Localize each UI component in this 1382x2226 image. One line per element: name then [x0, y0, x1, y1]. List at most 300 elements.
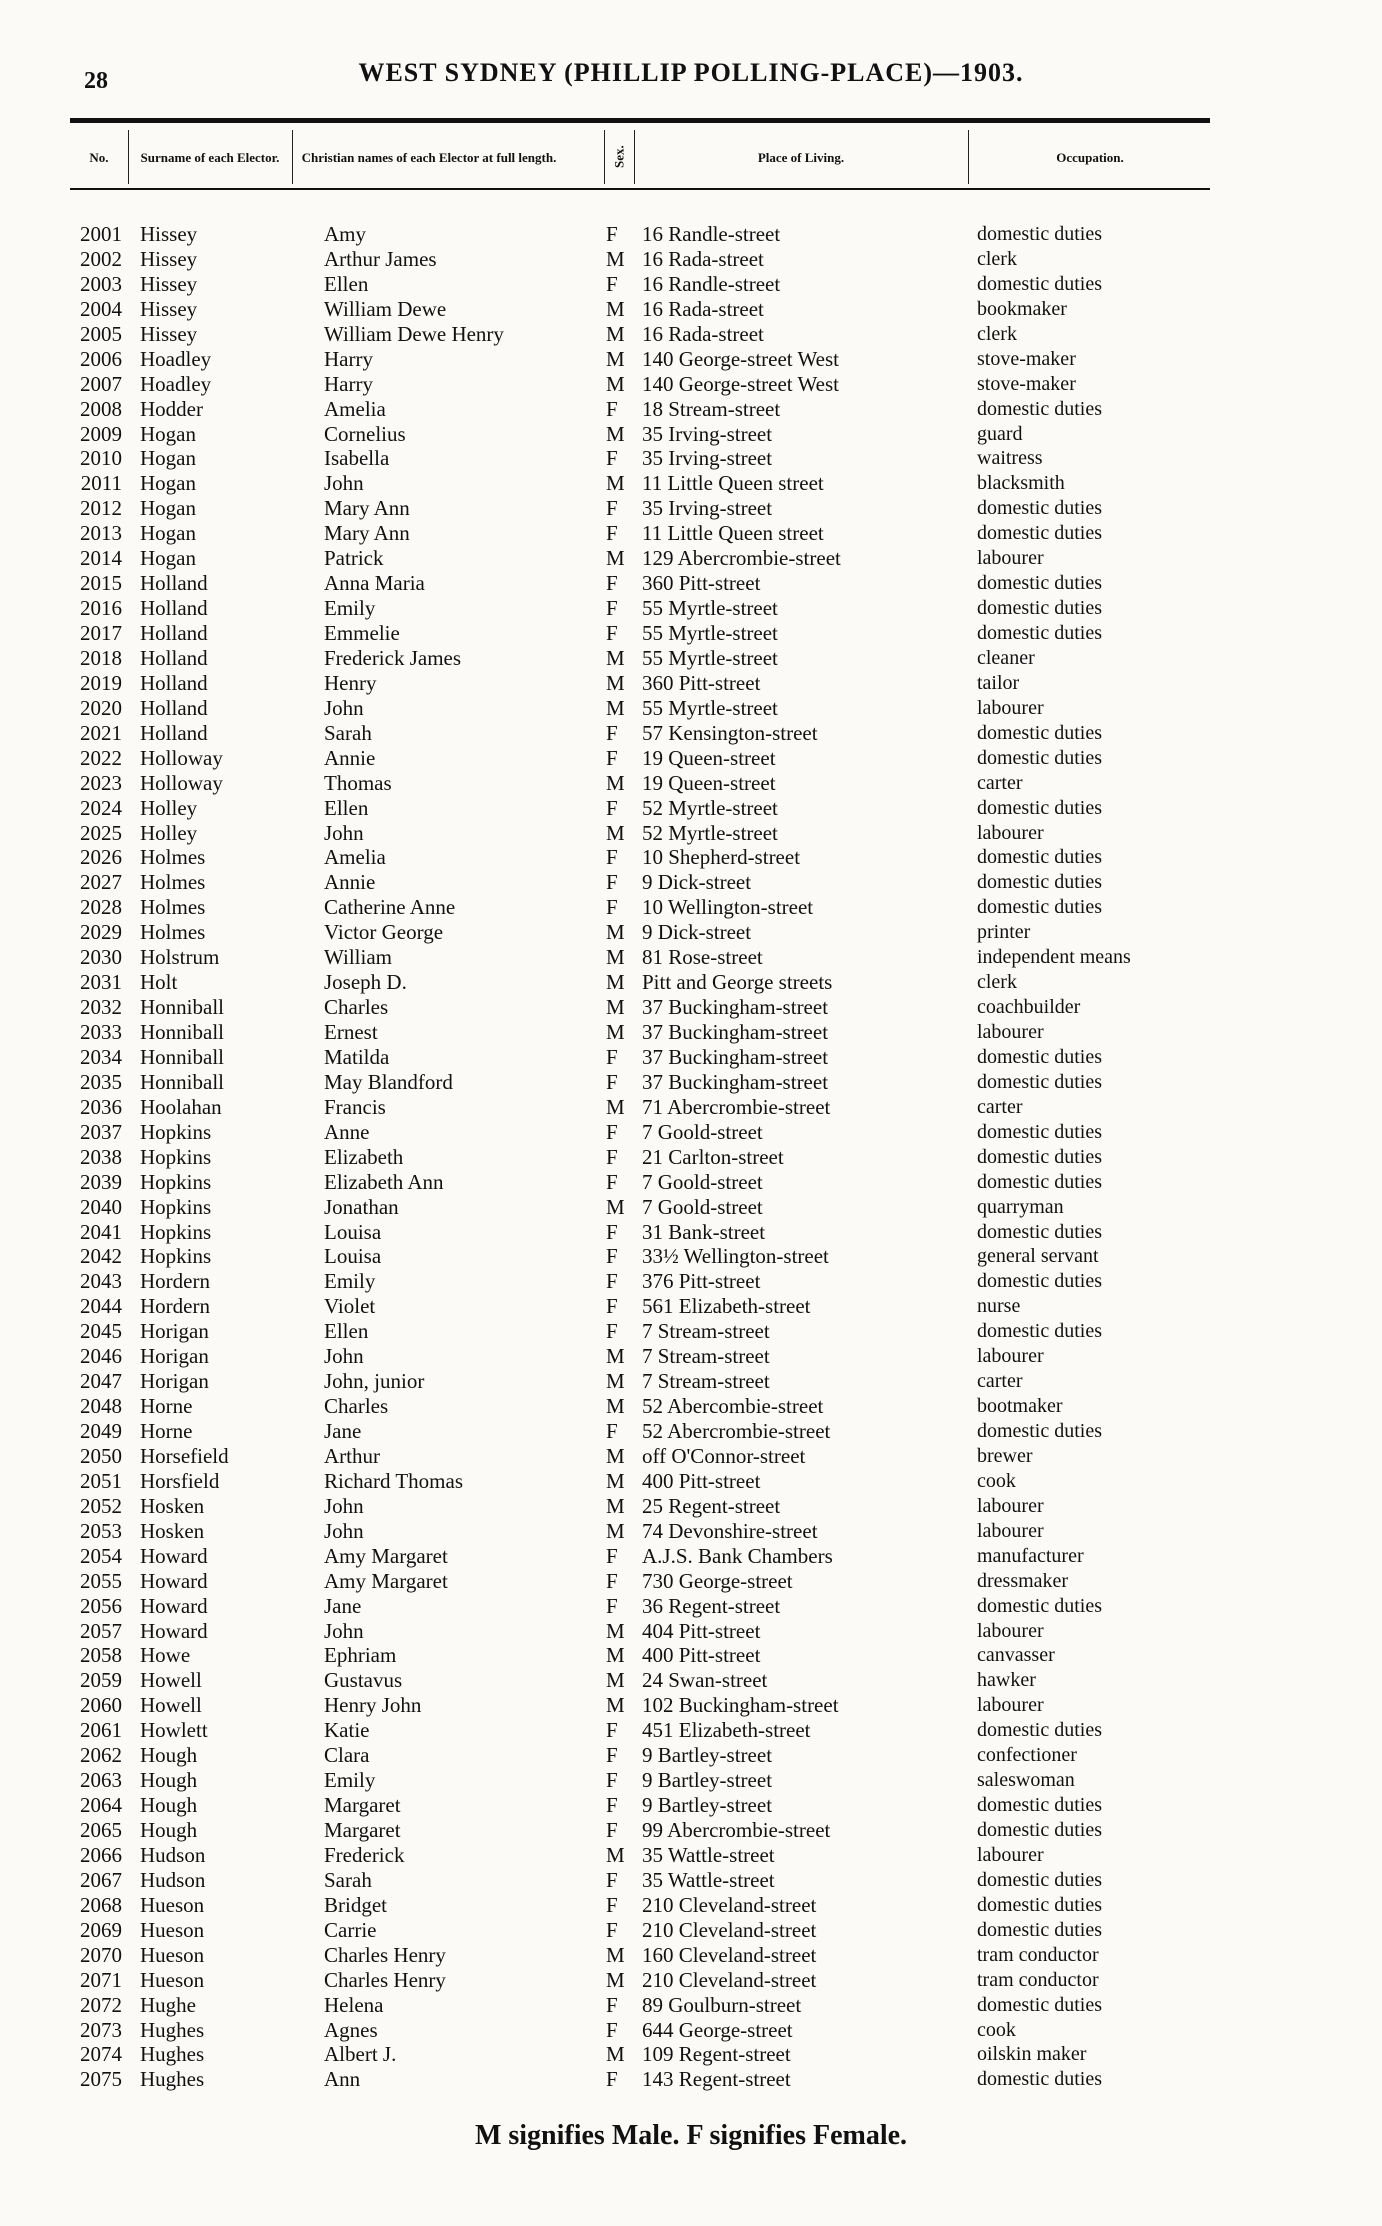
occupation-cell: domestic duties: [977, 1070, 1102, 1093]
place-of-living-cell: 16 Rada-street: [642, 296, 764, 321]
sex-cell: F: [606, 1568, 618, 1593]
row-number: 2026: [80, 845, 122, 870]
christian-names-cell: Bridget: [324, 1892, 387, 1917]
row-number: 2053: [80, 1518, 122, 1543]
surname-cell: Horigan: [140, 1369, 209, 1394]
sex-cell: M: [606, 371, 625, 396]
sex-cell: F: [606, 1044, 618, 1069]
surname-cell: Holland: [140, 571, 208, 596]
sex-cell: F: [606, 1543, 618, 1568]
table-row: [62, 272, 1212, 297]
row-number: 2040: [80, 1194, 122, 1219]
place-of-living-cell: 7 Stream-street: [642, 1319, 770, 1344]
surname-cell: Howlett: [140, 1718, 208, 1743]
christian-names-cell: Ephriam: [324, 1643, 397, 1668]
surname-cell: Howard: [140, 1593, 208, 1618]
occupation-cell: labourer: [977, 547, 1044, 570]
christian-names-cell: Francis: [324, 1094, 386, 1119]
table-row: [62, 1544, 1212, 1569]
row-number: 2028: [80, 895, 122, 920]
place-of-living-cell: 7 Goold-street: [642, 1119, 763, 1144]
occupation-cell: domestic duties: [977, 1120, 1102, 1143]
row-number: 2025: [80, 820, 122, 845]
column-divider: [604, 130, 605, 184]
occupation-cell: cleaner: [977, 646, 1035, 669]
occupation-cell: tailor: [977, 671, 1020, 694]
table-row: [62, 1643, 1212, 1668]
place-of-living-cell: off O'Connor-street: [642, 1443, 806, 1468]
place-of-living-cell: 109 Regent-street: [642, 2042, 791, 2067]
occupation-cell: domestic duties: [977, 1145, 1102, 1168]
place-of-living-cell: 18 Stream-street: [642, 396, 781, 421]
table-row: [62, 1319, 1212, 1344]
place-of-living-cell: 81 Rose-street: [642, 945, 763, 970]
occupation-cell: saleswoman: [977, 1769, 1075, 1792]
row-number: 2031: [80, 970, 122, 995]
surname-cell: Hughes: [140, 2067, 205, 2092]
sex-cell: F: [606, 1294, 618, 1319]
sex-cell: F: [606, 396, 618, 421]
sex-cell: M: [606, 246, 625, 271]
row-number: 2015: [80, 571, 122, 596]
sex-cell: M: [606, 1842, 625, 1867]
table-row: [62, 771, 1212, 796]
christian-names-cell: Ernest: [324, 1020, 378, 1044]
surname-cell: Hosken: [140, 1493, 205, 1518]
row-number: 2052: [80, 1493, 122, 1518]
occupation-cell: labourer: [977, 1345, 1044, 1368]
table-row: [62, 1818, 1212, 1843]
table-row: [62, 446, 1212, 471]
place-of-living-cell: 9 Dick-street: [642, 870, 752, 895]
row-number: 2017: [80, 621, 122, 645]
sex-cell: F: [606, 1793, 618, 1818]
occupation-cell: domestic duties: [977, 721, 1102, 744]
sex-cell: F: [606, 1917, 618, 1942]
table-row: [62, 796, 1212, 821]
row-number: 2019: [80, 670, 122, 695]
place-of-living-cell: A.J.S. Bank Chambers: [642, 1543, 833, 1568]
occupation-cell: domestic duties: [977, 1220, 1102, 1243]
place-of-living-cell: 35 Wattle-street: [642, 1842, 775, 1867]
place-of-living-cell: 11 Little Queen street: [642, 521, 824, 546]
occupation-cell: labourer: [977, 1619, 1044, 1642]
table-row: [62, 895, 1212, 920]
sex-cell: M: [606, 1493, 625, 1518]
surname-cell: Hordern: [140, 1269, 210, 1294]
occupation-cell: canvasser: [977, 1644, 1055, 1667]
surname-cell: Horigan: [140, 1344, 209, 1369]
page-title: WEST SYDNEY (PHILLIP POLLING-PLACE)—1903.: [358, 58, 1024, 87]
table-row: [62, 372, 1212, 397]
occupation-cell: domestic duties: [977, 846, 1102, 869]
place-of-living-cell: 7 Goold-street: [642, 1169, 763, 1194]
occupation-cell: bookmaker: [977, 297, 1067, 320]
christian-names-cell: John: [324, 1344, 364, 1369]
sex-cell: M: [606, 421, 625, 446]
christian-names-cell: William: [324, 945, 392, 970]
sex-cell: M: [606, 296, 625, 321]
sex-cell: F: [606, 1818, 618, 1842]
christian-names-cell: Arthur: [324, 1443, 380, 1468]
surname-cell: Holloway: [140, 770, 223, 795]
row-number: 2041: [80, 1219, 122, 1244]
row-number: 2070: [80, 1942, 122, 1967]
row-number: 2054: [80, 1543, 122, 1568]
table-row: [62, 1244, 1212, 1269]
table-row: [62, 1394, 1212, 1419]
place-of-living-cell: 404 Pitt-street: [642, 1618, 761, 1643]
occupation-cell: carter: [977, 771, 1023, 794]
table-row: [62, 621, 1212, 646]
christian-names-cell: Annie: [324, 870, 376, 895]
row-number: 2029: [80, 920, 122, 945]
place-of-living-cell: 19 Queen-street: [642, 745, 776, 770]
row-number: 2007: [80, 371, 122, 396]
surname-cell: Hoadley: [140, 346, 212, 371]
place-of-living-cell: 37 Buckingham-street: [642, 1020, 829, 1044]
occupation-cell: confectioner: [977, 1744, 1077, 1767]
sex-cell: F: [606, 1867, 618, 1892]
table-row: [62, 920, 1212, 945]
sex-cell: F: [606, 521, 618, 546]
place-of-living-cell: 89 Goulburn-street: [642, 1992, 802, 2017]
place-of-living-cell: 37 Buckingham-street: [642, 995, 829, 1020]
christian-names-cell: Katie: [324, 1718, 370, 1743]
table-row: [62, 1294, 1212, 1319]
occupation-cell: hawker: [977, 1669, 1036, 1692]
table-row: [62, 1793, 1212, 1818]
sex-cell: M: [606, 920, 625, 945]
place-of-living-cell: 160 Cleveland-street: [642, 1942, 817, 1967]
row-number: 2027: [80, 870, 122, 895]
christian-names-cell: Elizabeth Ann: [324, 1169, 444, 1194]
surname-cell: Hueson: [140, 1892, 205, 1917]
place-of-living-cell: 11 Little Queen street: [642, 471, 824, 496]
surname-cell: Holland: [140, 695, 208, 720]
table-row: [62, 696, 1212, 721]
christian-names-cell: Henry John: [324, 1693, 422, 1718]
surname-cell: Hueson: [140, 1917, 205, 1942]
christian-names-cell: Joseph D.: [324, 970, 407, 995]
sex-cell: F: [606, 222, 618, 246]
place-of-living-cell: 644 George-street: [642, 2017, 793, 2042]
occupation-cell: domestic duties: [977, 871, 1102, 894]
place-of-living-cell: 376 Pitt-street: [642, 1269, 761, 1294]
row-number: 2001: [80, 222, 122, 246]
occupation-cell: guard: [977, 422, 1023, 445]
table-row: [62, 471, 1212, 496]
occupation-cell: manufacturer: [977, 1544, 1084, 1567]
row-number: 2038: [80, 1144, 122, 1169]
surname-cell: Holland: [140, 645, 208, 670]
surname-cell: Horigan: [140, 1319, 209, 1344]
row-number: 2002: [80, 246, 122, 271]
row-number: 2044: [80, 1294, 122, 1319]
place-of-living-cell: 9 Bartley-street: [642, 1793, 773, 1818]
row-number: 2074: [80, 2042, 122, 2067]
surname-cell: Hopkins: [140, 1244, 212, 1269]
sex-cell: F: [606, 1768, 618, 1793]
surname-cell: Hogan: [140, 496, 196, 521]
occupation-cell: labourer: [977, 1021, 1044, 1043]
occupation-cell: labourer: [977, 1494, 1044, 1517]
row-number: 2003: [80, 271, 122, 296]
christian-names-cell: John: [324, 471, 364, 496]
christian-names-cell: Albert J.: [324, 2042, 397, 2067]
table-row: [62, 821, 1212, 846]
occupation-cell: cook: [977, 2018, 1016, 2041]
occupation-cell: domestic duties: [977, 1170, 1102, 1193]
place-of-living-cell: 35 Irving-street: [642, 496, 773, 521]
table-row: [62, 1095, 1212, 1120]
occupation-cell: domestic duties: [977, 1594, 1102, 1617]
table-row: [62, 1968, 1212, 1993]
sex-cell: F: [606, 1219, 618, 1244]
table-row: [62, 845, 1212, 870]
place-of-living-cell: 37 Buckingham-street: [642, 1069, 829, 1094]
christian-names-cell: Patrick: [324, 546, 384, 571]
sex-cell: F: [606, 1892, 618, 1917]
place-of-living-cell: 210 Cleveland-street: [642, 1917, 817, 1942]
surname-cell: Holmes: [140, 845, 206, 870]
surname-cell: Hudson: [140, 1842, 206, 1867]
table-row: [62, 1369, 1212, 1394]
place-of-living-cell: 35 Irving-street: [642, 421, 773, 446]
table-header: [70, 126, 1210, 190]
place-of-living-cell: 9 Bartley-street: [642, 1768, 773, 1793]
occupation-cell: domestic duties: [977, 1320, 1102, 1343]
occupation-cell: stove-maker: [977, 347, 1076, 370]
place-of-living-cell: 52 Myrtle-street: [642, 820, 778, 845]
sex-cell: M: [606, 471, 625, 496]
table-row: [62, 1594, 1212, 1619]
table-row: [62, 397, 1212, 422]
row-number: 2073: [80, 2017, 122, 2042]
place-of-living-cell: 16 Rada-street: [642, 246, 764, 271]
row-number: 2036: [80, 1094, 122, 1119]
surname-cell: Holland: [140, 670, 208, 695]
surname-cell: Hopkins: [140, 1119, 212, 1144]
elector-list: [62, 222, 1212, 2092]
occupation-cell: brewer: [977, 1444, 1033, 1467]
surname-cell: Howard: [140, 1543, 208, 1568]
occupation-cell: nurse: [977, 1295, 1021, 1318]
sex-cell: M: [606, 1967, 625, 1992]
sex-cell: M: [606, 1369, 625, 1394]
surname-cell: Holt: [140, 970, 178, 995]
table-row: [62, 1768, 1212, 1793]
row-number: 2006: [80, 346, 122, 371]
sex-cell: M: [606, 1394, 625, 1419]
occupation-cell: cook: [977, 1469, 1016, 1492]
table-row: [62, 2067, 1212, 2092]
sex-cell: F: [606, 1119, 618, 1144]
surname-cell: Horne: [140, 1394, 193, 1419]
place-of-living-cell: 37 Buckingham-street: [642, 1044, 829, 1069]
sex-cell: F: [606, 2017, 618, 2042]
table-row: [62, 970, 1212, 995]
surname-cell: Hopkins: [140, 1194, 212, 1219]
christian-names-cell: May Blandford: [324, 1069, 453, 1094]
place-of-living-cell: 102 Buckingham-street: [642, 1693, 839, 1718]
christian-names-cell: Anna Maria: [324, 571, 425, 596]
surname-cell: Holmes: [140, 895, 206, 920]
surname-cell: Hogan: [140, 521, 196, 546]
occupation-cell: carter: [977, 1370, 1023, 1393]
christian-names-cell: Amy: [324, 222, 366, 246]
sex-cell: F: [606, 1269, 618, 1294]
christian-names-cell: Louisa: [324, 1219, 382, 1244]
occupation-cell: domestic duties: [977, 1045, 1102, 1068]
christian-names-cell: Sarah: [324, 720, 372, 745]
place-of-living-cell: 143 Regent-street: [642, 2067, 791, 2092]
table-row: [62, 1893, 1212, 1918]
table-row: [62, 247, 1212, 272]
sex-cell: M: [606, 1194, 625, 1219]
christian-names-cell: Matilda: [324, 1044, 390, 1069]
place-of-living-cell: 400 Pitt-street: [642, 1643, 761, 1668]
row-number: 2030: [80, 945, 122, 970]
place-of-living-cell: 210 Cleveland-street: [642, 1967, 817, 1992]
surname-cell: Hoolahan: [140, 1094, 222, 1119]
place-of-living-cell: 7 Goold-street: [642, 1194, 763, 1219]
table-row: [62, 1918, 1212, 1943]
row-number: 2069: [80, 1917, 122, 1942]
place-of-living-cell: 129 Abercrombie-street: [642, 546, 841, 571]
surname-cell: Hopkins: [140, 1169, 212, 1194]
christian-names-cell: Cornelius: [324, 421, 406, 446]
row-number: 2049: [80, 1419, 122, 1443]
surname-cell: Holland: [140, 621, 208, 645]
christian-names-cell: Victor George: [324, 920, 444, 945]
sex-cell: M: [606, 1443, 625, 1468]
table-row: [62, 1668, 1212, 1693]
row-number: 2064: [80, 1793, 122, 1818]
place-of-living-cell: 400 Pitt-street: [642, 1468, 761, 1493]
place-of-living-cell: 55 Myrtle-street: [642, 621, 778, 645]
row-number: 2012: [80, 496, 122, 521]
sex-cell: M: [606, 1518, 625, 1543]
sex-cell: M: [606, 321, 625, 346]
surname-cell: Hough: [140, 1743, 198, 1768]
occupation-cell: carter: [977, 1095, 1023, 1118]
place-of-living-cell: 55 Myrtle-street: [642, 645, 778, 670]
occupation-cell: domestic duties: [977, 746, 1102, 769]
row-number: 2055: [80, 1568, 122, 1593]
sex-cell: F: [606, 1244, 618, 1269]
surname-cell: Holmes: [140, 920, 206, 945]
surname-cell: Hoadley: [140, 371, 212, 396]
column-divider: [634, 130, 635, 184]
table-row: [62, 1020, 1212, 1045]
christian-names-cell: William Dewe Henry: [324, 321, 504, 346]
occupation-cell: domestic duties: [977, 397, 1102, 420]
sex-cell: M: [606, 1668, 625, 1693]
table-row: [62, 1120, 1212, 1145]
place-of-living-cell: 25 Regent-street: [642, 1493, 781, 1518]
surname-cell: Horsefield: [140, 1443, 229, 1468]
place-of-living-cell: 16 Randle-street: [642, 271, 781, 296]
place-of-living-cell: 9 Bartley-street: [642, 1743, 773, 1768]
column-divider: [968, 130, 969, 184]
occupation-cell: domestic duties: [977, 1868, 1102, 1891]
col-surname-header: Surname of each Elector.: [140, 149, 280, 165]
occupation-cell: labourer: [977, 696, 1044, 719]
christian-names-cell: John: [324, 820, 364, 845]
table-row: [62, 1843, 1212, 1868]
place-of-living-cell: 451 Elizabeth-street: [642, 1718, 811, 1743]
sex-cell: F: [606, 571, 618, 596]
christian-names-cell: Emily: [324, 1269, 376, 1294]
sex-cell: F: [606, 1319, 618, 1344]
row-number: 2075: [80, 2067, 122, 2092]
row-number: 2045: [80, 1319, 122, 1344]
table-row: [62, 1743, 1212, 1768]
place-of-living-cell: 35 Irving-street: [642, 446, 773, 471]
row-number: 2046: [80, 1344, 122, 1369]
christian-names-cell: John, junior: [324, 1369, 425, 1394]
row-number: 2050: [80, 1443, 122, 1468]
footer-legend: M signifies Male. F signifies Female.: [474, 2120, 908, 2151]
sex-cell: F: [606, 1419, 618, 1443]
surname-cell: Hodder: [140, 396, 203, 421]
sex-cell: F: [606, 720, 618, 745]
christian-names-cell: Carrie: [324, 1917, 377, 1942]
occupation-cell: domestic duties: [977, 1794, 1102, 1817]
surname-cell: Hissey: [140, 321, 198, 346]
christian-names-cell: Harry: [324, 346, 373, 371]
table-row: [62, 422, 1212, 447]
place-of-living-cell: 21 Carlton-street: [642, 1144, 784, 1169]
row-number: 2061: [80, 1718, 122, 1743]
christian-names-cell: Ellen: [324, 1319, 369, 1344]
col-christian-header: Christian names of each Elector at full length.: [301, 149, 557, 165]
sex-cell: M: [606, 820, 625, 845]
sex-cell: M: [606, 1618, 625, 1643]
place-of-living-cell: 16 Randle-street: [642, 222, 781, 246]
row-number: 2011: [80, 471, 122, 496]
sex-cell: M: [606, 1020, 625, 1044]
surname-cell: Hueson: [140, 1967, 205, 1992]
surname-cell: Hopkins: [140, 1144, 212, 1169]
surname-cell: Hough: [140, 1818, 198, 1842]
occupation-cell: clerk: [977, 322, 1017, 345]
row-number: 2021: [80, 720, 122, 745]
christian-names-cell: Richard Thomas: [324, 1468, 464, 1493]
surname-cell: Hough: [140, 1768, 198, 1793]
surname-cell: Hogan: [140, 446, 196, 471]
row-number: 2004: [80, 296, 122, 321]
row-number: 2051: [80, 1468, 122, 1493]
christian-names-cell: Charles Henry: [324, 1967, 446, 1992]
row-number: 2022: [80, 745, 122, 770]
table-row: [62, 322, 1212, 347]
occupation-cell: quarryman: [977, 1195, 1064, 1218]
sex-cell: F: [606, 845, 618, 870]
row-number: 2068: [80, 1892, 122, 1917]
row-number: 2033: [80, 1020, 122, 1044]
christian-names-cell: Henry: [324, 670, 377, 695]
table-row: [62, 1195, 1212, 1220]
place-of-living-cell: 7 Stream-street: [642, 1369, 770, 1394]
sex-cell: M: [606, 2042, 625, 2067]
occupation-cell: domestic duties: [977, 1819, 1102, 1841]
place-of-living-cell: 16 Rada-street: [642, 321, 764, 346]
surname-cell: Holland: [140, 596, 208, 621]
table-row: [62, 721, 1212, 746]
occupation-cell: dressmaker: [977, 1569, 1069, 1592]
